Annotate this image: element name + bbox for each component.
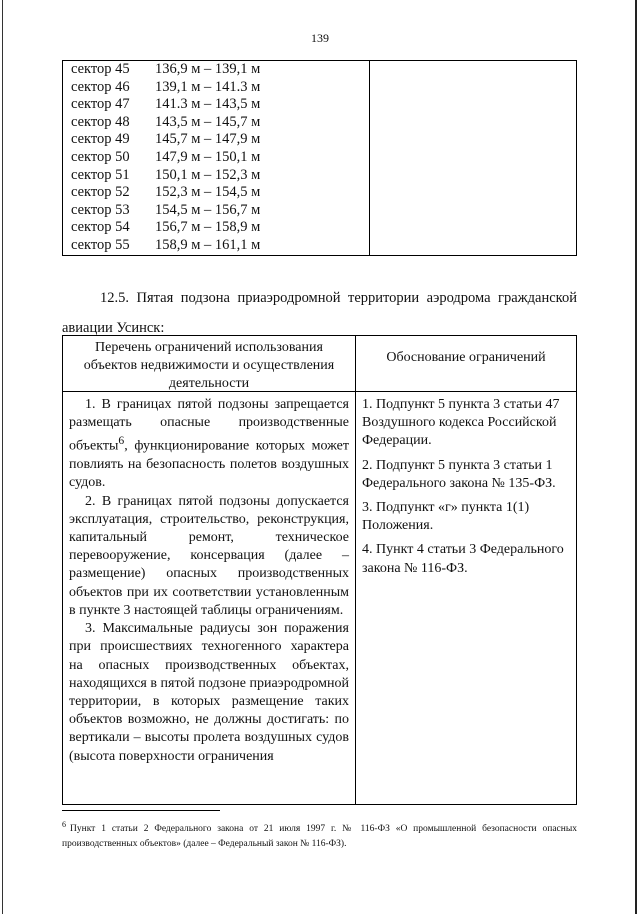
justification-cell	[356, 392, 577, 805]
restriction-item-3: 3. Максимальные радиусы зон поражения при происшествиях техногенного характера на опасных производственных объектах, находящихся в пятой подзоне приаэродромной территории, в которых размещение таких объектов возможно, не должны достигать: по вертикали – высоты пролета воздушных судов (высота поверхности ограничения	[69, 621, 349, 764]
sector-heights-table	[62, 60, 577, 256]
footnote-marker: 6	[62, 820, 66, 829]
restriction-item-1-text: 1. В границах пятой подзоны запрещается размещать опасные производственные объекты	[69, 397, 349, 455]
scan-border-left	[2, 0, 3, 914]
sector-row	[63, 219, 369, 237]
sector-row	[63, 61, 369, 79]
sector-name: сектор 51	[71, 166, 130, 183]
sector-height-range: 143,5 м – 145,7 м	[155, 113, 261, 130]
sector-name: сектор 50	[71, 148, 130, 165]
restrictions-cell	[63, 392, 356, 805]
sector-row	[63, 131, 369, 149]
section-paragraph-text: 12.5. Пятая подзона приаэродромной территории аэродрома гражданской авиации Усинск:	[62, 290, 577, 336]
sector-name: сектор 53	[71, 201, 130, 218]
header-cell-left	[63, 336, 356, 392]
sector-list-cell	[63, 61, 370, 256]
sector-height-range: 136,9 м – 139,1 м	[155, 61, 261, 77]
sector-row	[63, 237, 369, 255]
sector-row	[63, 96, 369, 114]
sector-row	[63, 149, 369, 167]
justification-item-3: 3. Подпункт «г» пункта 1(1) Положения.	[362, 500, 530, 534]
sector-name: сектор 49	[71, 131, 130, 148]
sector-name: сектор 54	[71, 219, 130, 236]
footnote-text: Пункт 1 статьи 2 Федерального закона от 21 июля 1997 г. № 116-ФЗ «О промышленной безопасности опасных производственных объектов» (далее – Федеральный закон № 116-ФЗ).	[62, 824, 577, 849]
restrictions-table	[62, 335, 577, 805]
restriction-item-1	[69, 396, 349, 493]
sector-height-range: 150,1 м – 152,3 м	[155, 166, 261, 183]
sector-height-range: 139,1 м – 141.3 м	[155, 78, 261, 95]
restrictions-body-row	[63, 392, 577, 805]
sector-row	[63, 114, 369, 132]
section-paragraph	[62, 283, 577, 343]
justification-item-4: 4. Пункт 4 статьи 3 Федерального закона № 116-ФЗ.	[362, 542, 564, 576]
sector-name: сектор 45	[71, 61, 130, 77]
restriction-item-1-tail: , функционирование которых может повлиять на безопасность полетов воздушных судов.	[69, 439, 349, 491]
sector-height-range: 152,3 м – 154,5 м	[155, 184, 261, 201]
sector-name: сектор 48	[71, 113, 130, 130]
header-cell-right	[356, 336, 577, 392]
sector-name: сектор 55	[71, 236, 130, 253]
sector-height-range: 158,9 м – 161,1 м	[155, 236, 261, 253]
sector-name: сектор 47	[71, 96, 130, 113]
restrictions-header-row	[63, 336, 577, 392]
scan-border-right	[635, 0, 637, 914]
sector-height-range: 156,7 м – 158,9 м	[155, 219, 261, 236]
footnote-ref: 6	[118, 434, 125, 448]
justification-item-1: 1. Подпункт 5 пункта 3 статьи 47 Воздушного кодекса Российской Федерации.	[362, 397, 560, 449]
sector-empty-cell	[370, 61, 577, 256]
sector-name: сектор 52	[71, 184, 130, 201]
sector-table-row	[63, 61, 577, 256]
sector-row	[63, 202, 369, 220]
sector-height-range: 141.3 м – 143,5 м	[155, 96, 261, 113]
header-right-text: Обоснование ограничений	[386, 350, 546, 365]
sector-row	[63, 167, 369, 185]
sector-row	[63, 184, 369, 202]
sector-height-range: 147,9 м – 150,1 м	[155, 148, 261, 165]
footnote-divider	[62, 810, 220, 811]
restriction-item-2: 2. В границах пятой подзоны допускается эксплуатация, строительство, реконструкция, капитальный ремонт, техническое перевооружение, консервация (далее – размещение) опасных производственных объектов при их соответствии установленным в пункте 3 настоящей таблицы ограничениям.	[69, 493, 349, 618]
footnote	[62, 817, 577, 852]
header-left-text: Перечень ограничений использования объектов недвижимости и осуществления деятельности	[83, 340, 335, 391]
justification-item-2: 2. Подпункт 5 пункта 3 статьи 1 Федерального закона № 135-ФЗ.	[362, 457, 556, 491]
page-number: 139	[311, 31, 329, 45]
sector-height-range: 154,5 м – 156,7 м	[155, 201, 261, 218]
sector-height-range: 145,7 м – 147,9 м	[155, 131, 261, 148]
sector-row	[63, 79, 369, 97]
sector-name: сектор 46	[71, 78, 130, 95]
